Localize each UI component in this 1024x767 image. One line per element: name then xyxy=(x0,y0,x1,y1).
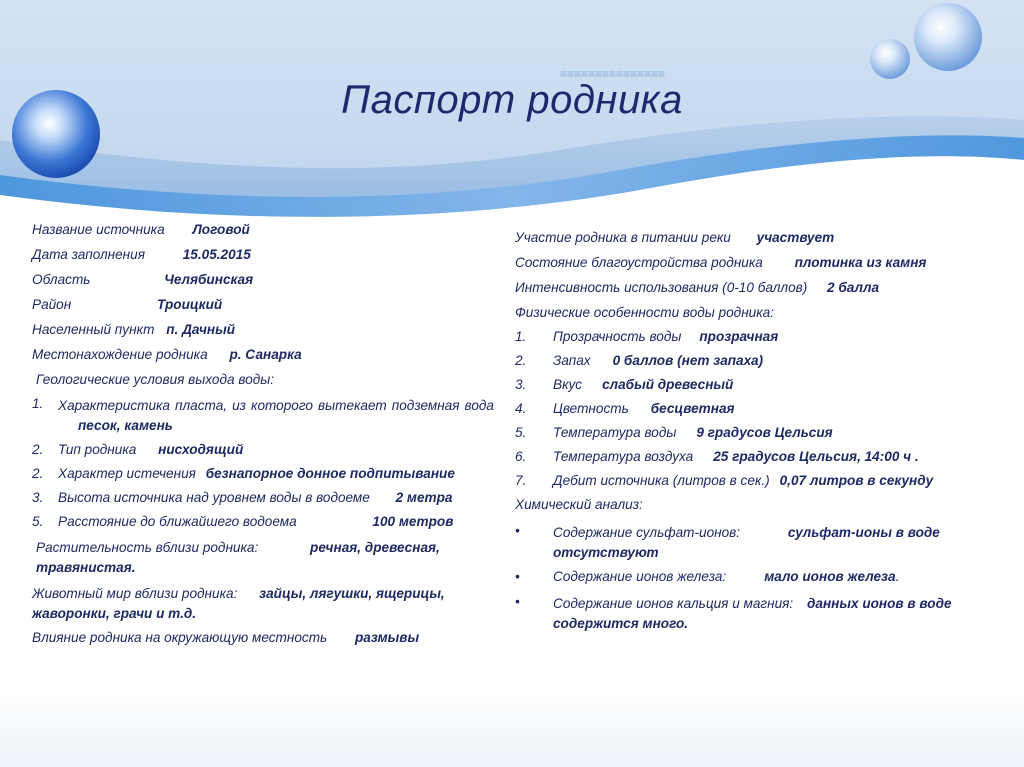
label: Вкус xyxy=(553,377,583,392)
page-title: Паспорт родника xyxy=(341,78,683,122)
value: плотинка из камня xyxy=(794,255,927,270)
bullet: • xyxy=(515,523,520,538)
row-settlement xyxy=(32,322,235,337)
list-item xyxy=(32,396,496,438)
bullet: • xyxy=(515,569,520,584)
value: 0,07 литров в секунду xyxy=(779,473,934,488)
item-number: 3. xyxy=(32,490,44,505)
label: Содержание ионов железа: xyxy=(553,569,727,584)
label: Район xyxy=(32,297,72,312)
label: Содержание сульфат-ионов: xyxy=(553,525,741,540)
item-number: 2. xyxy=(32,466,44,481)
label: Расстояние до ближайшего водоема xyxy=(58,514,297,529)
row-fauna xyxy=(32,584,496,624)
label: Тип родника xyxy=(58,442,137,457)
label: Животный мир вблизи родника: xyxy=(32,586,238,601)
item-number: 2. xyxy=(515,353,527,368)
value: 2 метра xyxy=(395,490,453,505)
label: Населенный пункт xyxy=(32,322,155,337)
label: Участие родника в питании реки xyxy=(515,230,731,245)
svg-text:≡≡≡≡≡≡≡≡≡≡≡≡≡≡≡: ≡≡≡≡≡≡≡≡≡≡≡≡≡≡≡ xyxy=(560,67,666,81)
label: Характер истечения xyxy=(58,466,196,481)
value: зайцы, лягушки, ящерицы, жаворонки, грачи и т.д. xyxy=(32,586,445,621)
period: . xyxy=(895,569,900,584)
value: слабый древесный xyxy=(602,377,734,392)
value: бесцветная xyxy=(650,401,735,416)
row-date xyxy=(32,247,251,262)
item-number: 1. xyxy=(515,329,527,344)
value: данных ионов в воде содержится много. xyxy=(553,596,952,631)
label: Интенсивность использования (0-10 баллов) xyxy=(515,280,808,295)
value: размывы xyxy=(354,630,420,645)
item-number: 5. xyxy=(32,514,44,529)
physical-heading: Физические особенности воды родника: xyxy=(515,305,774,320)
label: Прозрачность воды xyxy=(553,329,682,344)
value: речная, древесная, травянистая. xyxy=(36,540,440,575)
value: нисходящий xyxy=(158,442,244,457)
label: Температура воды xyxy=(553,425,677,440)
chemical-heading: Химический анализ: xyxy=(515,497,643,512)
geo-heading: Геологические условия выхода воды: xyxy=(36,372,274,387)
value: Челябинская xyxy=(164,272,254,287)
list-item xyxy=(515,523,991,563)
value: 15.05.2015 xyxy=(182,247,251,262)
row-source-name xyxy=(32,222,250,237)
value: 100 метров xyxy=(372,514,454,529)
value: сульфат-ионы в воде отсутствуют xyxy=(553,525,940,560)
value: участвует xyxy=(756,230,835,245)
label: Название источника xyxy=(32,222,165,237)
row-intensity xyxy=(515,280,879,295)
item-number: 6. xyxy=(515,449,527,464)
label: Область xyxy=(32,272,91,287)
item-number: 7. xyxy=(515,473,527,488)
bullet: • xyxy=(515,594,520,609)
value: 9 градусов Цельсия xyxy=(696,425,833,440)
bottom-gradient xyxy=(0,690,1024,767)
value: 25 градусов Цельсия, 14:00 ч . xyxy=(713,449,919,464)
value: Троицкий xyxy=(157,297,223,312)
left-column xyxy=(32,222,500,662)
label: Цветность xyxy=(553,401,629,416)
label: Влияние родника на окружающую местность xyxy=(32,630,328,645)
label: Температура воздуха xyxy=(553,449,694,464)
item-number: 1. xyxy=(32,396,44,411)
row-district xyxy=(32,297,222,312)
label: Дата заполнения xyxy=(32,247,145,262)
value: р. Санарка xyxy=(229,347,302,362)
label: Местонахождение родника xyxy=(32,347,208,362)
value: 0 баллов (нет запаха) xyxy=(612,353,764,368)
row-location xyxy=(32,347,302,362)
item-number: 2. xyxy=(32,442,44,457)
label: Содержание ионов кальция и магния: xyxy=(553,596,794,611)
value: мало ионов железа xyxy=(764,569,896,584)
row-region xyxy=(32,272,253,287)
label: Растительность вблизи родника: xyxy=(36,540,259,555)
item-number: 5. xyxy=(515,425,527,440)
row-river xyxy=(515,230,834,245)
label: Состояние благоустройства родника xyxy=(515,255,763,270)
item-number: 3. xyxy=(515,377,527,392)
list-item xyxy=(515,594,991,634)
row-influence xyxy=(32,630,419,645)
label: Запах xyxy=(553,353,591,368)
row-state xyxy=(515,255,926,270)
value: Логовой xyxy=(192,222,250,237)
label: Характеристика пласта, из которого вытекает подземная вода xyxy=(58,398,494,413)
value: п. Дачный xyxy=(166,322,236,337)
label: Дебит источника (литров в сек.) xyxy=(553,473,770,488)
value: песок, камень xyxy=(78,418,173,433)
row-vegetation xyxy=(36,538,496,578)
label: Высота источника над уровнем воды в водоеме xyxy=(58,490,370,505)
right-column xyxy=(515,230,995,640)
item-number: 4. xyxy=(515,401,527,416)
value: безнапорное донное подпитывание xyxy=(205,466,455,481)
value: прозрачная xyxy=(699,329,779,344)
value: 2 балла xyxy=(827,280,879,295)
